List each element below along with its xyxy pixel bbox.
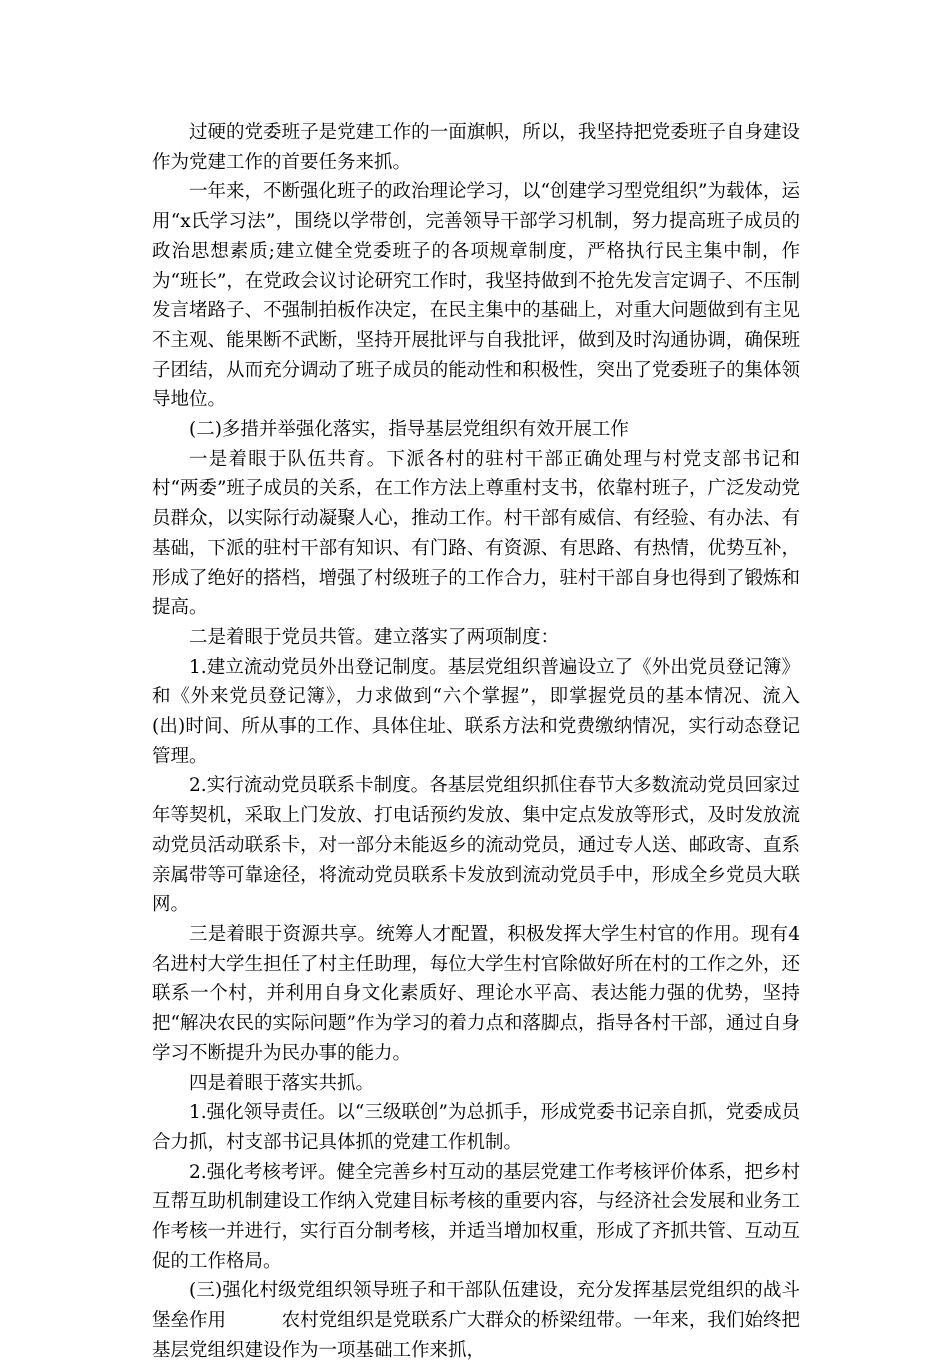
paragraph-resource-sharing: 三是着眼于资源共享。统筹人才配置，积极发挥大学生村官的作用。现有4名进村大学生担任了村主任助理，每位大学生村官除做好所在村的工作之外，还联系一个村，并利用自身文化素质好、理论水平高、表达能力强的优势，坚持把“解决农民的实际问题”作为学习的着力点和落脚点，指导各村干部，通过自身学习不断提升为民办事的能力。 (152, 923, 800, 1064)
paragraph-theory-study: 一年来，不断强化班子的政治理论学习，以“创建学习型党组织”为载体，运用“x氏学习法”，围绕以学带创，完善领导干部学习机制，努力提高班子成员的政治思想素质;建立健全党委班子的各项规章制度，严格执行民主集中制，作为“班长”，在党政会议讨论研究工作时，我坚持做到不抢先发言定调子、不压制发言堵路子、不强制拍板作决定，在民主集中的基础上，对重大问题做到有主见不主观、能果断不武断，坚持开展批评与自我批评，做到及时沟通协调，确保班子团结，从而充分调动了班子成员的能动性和积极性，突出了党委班子的集体领导地位。 (152, 181, 800, 411)
section-heading-3: (三)强化村级党组织领导班子和干部队伍建设，充分发挥基层党组织的战斗堡垒作用 农村党组织是党联系广大群众的桥梁纽带。一年来，我们始终把基层党组织建设作为一项基础工作来抓， (152, 1280, 800, 1361)
section-heading-2: (二)多措并举强化落实，指导基层党组织有效开展工作 (189, 419, 629, 441)
document-body (152, 118, 800, 1366)
paragraph-member-management: 二是着眼于党员共管。建立落实了两项制度： (189, 626, 560, 648)
paragraph-assessment: 2.强化考核考评。健全完善乡村互动的基层党建工作考核评价体系，把乡村互帮互助机制建设工作纳入党建目标考核的重要内容，与经济社会发展和业务工作考核一并进行，实行百分制考核，并适当增加权重，形成了齐抓共管、互动互促的工作格局。 (152, 1161, 800, 1272)
paragraph-contact-card-system: 2.实行流动党员联系卡制度。各基层党组织抓住春节大多数流动党员回家过年等契机，采取上门发放、打电话预约发放、集中定点发放等形式，及时发放流动党员活动联系卡，对一部分未能返乡的流动党员，通过专人送、邮政寄、直系亲属带等可靠途径，将流动党员联系卡发放到流动党员手中，形成全乡党员大联网。 (152, 775, 800, 916)
paragraph-registration-system: 1.建立流动党员外出登记制度。基层党组织普遍设立了《外出党员登记簿》和《外来党员登记簿》，力求做到“六个掌握”，即掌握党员的基本情况、流入(出)时间、所从事的工作、具体住址、联系方法和党费缴纳情况，实行动态登记管理。 (152, 656, 800, 767)
paragraph-team-cultivation: 一是着眼于队伍共育。下派各村的驻村干部正确处理与村党支部书记和村“两委”班子成员的关系，在工作方法上尊重村支书，依靠村班子，广泛发动党员群众，以实际行动凝聚人心，推动工作。村干部有威信、有经验、有办法、有基础，下派的驻村干部有知识、有门路、有资源、有思路、有热情，优势互补，形成了绝好的搭档，增强了村级班子的工作合力，驻村干部自身也得到了锻炼和提高。 (152, 448, 800, 619)
paragraph-leadership-responsibility: 1.强化领导责任。以“三级联创”为总抓手，形成党委书记亲自抓，党委成员合力抓，村支部书记具体抓的党建工作机制。 (152, 1102, 800, 1153)
paragraph-party-committee-flag: 过硬的党委班子是党建工作的一面旗帜，所以，我坚持把党委班子自身建设作为党建工作的首要任务来抓。 (152, 122, 800, 173)
paragraph-joint-implementation: 四是着眼于落实共抓。 (189, 1072, 375, 1094)
